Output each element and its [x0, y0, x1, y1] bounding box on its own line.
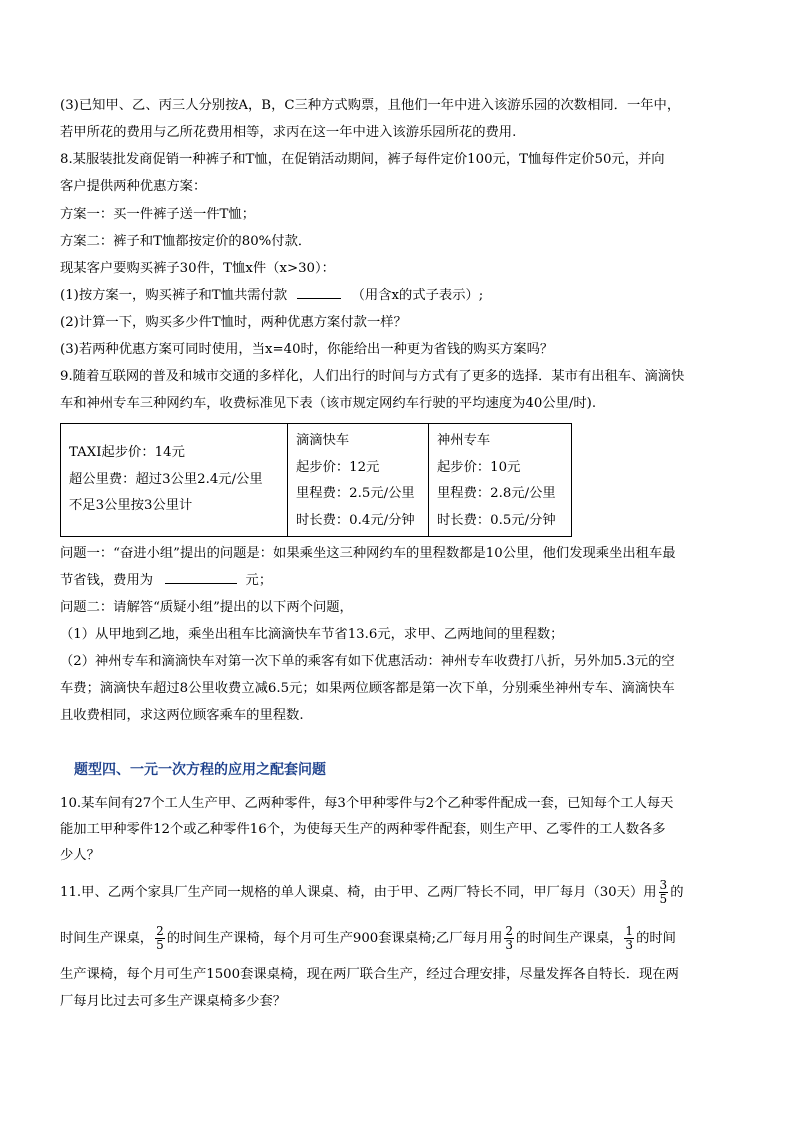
q9-problem1-line2: [60, 571, 272, 591]
answer-blank[interactable]: [165, 571, 237, 584]
q8-plan1: 方案一：买一件裤子送一件T恤；: [60, 207, 256, 222]
q11-line1-text: 11.甲、乙两个家具厂生产同一规格的单人课桌、椅，由于甲、乙两厂特长不同，甲厂每月（30天）用: [60, 885, 657, 900]
didi-cell: [288, 424, 429, 537]
fraction-3-5: $\frac{3}{5}$: [659, 878, 668, 906]
q9-problem2: 问题二：请解答“质疑小组”提出的以下两个问题，: [60, 600, 353, 615]
taxi-extra-fee: 超公里费：超过3公里2.4元/公里: [69, 471, 263, 487]
q9-problem2-part2-line1: （2）神州专车和滴滴快车对第一次下单的乘客有如下优惠活动：神州专车收费打八折，另外加5.3元的空: [60, 654, 675, 669]
q9-line1: 9.随着互联网的普及和城市交通的多样化，人们出行的时间与方式有了更多的选择．某市有出租车、滴滴快: [60, 369, 685, 384]
didi-title: 滴滴快车: [296, 433, 350, 448]
q11-line1-tail: 的: [670, 885, 684, 900]
q8-sub1-text-b: （用含x的式子表示）;: [351, 288, 484, 303]
q8-sub1-text-a: (1)按方案一，购买裤子和T恤共需付款: [60, 288, 288, 303]
taxi-start-fee: TAXI起步价：14元: [69, 445, 185, 460]
shenzhou-start-fee: 起步价：10元: [437, 459, 521, 475]
q7-part3-line1: (3)已知甲、乙、丙三人分别按A，B，C三种方式购票，且他们一年中进入该游乐园的次数相同．一年中，: [60, 98, 681, 113]
didi-time-fee: 时长费：0.4元/分钟: [296, 512, 415, 528]
taxi-min-note: 不足3公里按3公里计: [69, 498, 193, 513]
q9-problem1-line1: 问题一：“奋进小组”提出的问题是：如果乘坐这三种网约车的里程数都是10公里，他们发现乘坐出租车最: [60, 546, 676, 561]
answer-blank[interactable]: [297, 286, 341, 299]
table-row: [61, 424, 572, 537]
q11-line2: [60, 925, 676, 952]
shenzhou-title: 神州专车: [437, 433, 491, 448]
q8-sub1: [60, 286, 483, 306]
q9-problem2-part1: （1）从甲地到乙地，乘坐出租车比滴滴快车节省13.6元，求甲、乙两地间的里程数；: [60, 627, 564, 642]
q10-line1: 10.某车间有27个工人生产甲、乙两种零件，每3个甲种零件与2个乙种零件配成一套，已知每个工人每天: [60, 796, 674, 811]
q11-line2-text-a: 时间生产课桌，: [60, 931, 154, 946]
q9-problem1-unit: 元；: [245, 573, 273, 588]
q8-line2: 客户提供两种优惠方案：: [60, 179, 207, 194]
q8-plan2: 方案二：裤子和T恤都按定价的80%付款．: [60, 234, 312, 249]
shenzhou-mileage-fee: 里程费：2.8元/公里: [437, 486, 556, 501]
q9-line2: 车和神州专车三种网约车，收费标准见下表（该市规定网约车行驶的平均速度为40公里/时).: [60, 396, 597, 411]
q8-current: 现某客户要购买裤子30件，T恤x件（x>30）：: [60, 261, 335, 276]
didi-mileage-fee: 里程费：2.5元/公里: [296, 486, 415, 501]
q11-line2-text-b: 的时间生产课椅，每个月可生产900套课桌椅;乙厂每月用: [166, 931, 503, 946]
q9-problem2-part2-line3: 且收费相同，求这两位顾客乘车的里程数.: [60, 708, 304, 723]
section-heading: 题型四、一元一次方程的应用之配套问题: [74, 762, 326, 778]
q7-part3-line2: 若甲所花的费用与乙所花费用相等，求丙在这一年中进入该游乐园所花的费用.: [60, 125, 517, 140]
fraction-2-3: $\frac{2}{3}$: [505, 924, 514, 952]
shenzhou-cell: [429, 424, 572, 537]
fare-table: [60, 423, 572, 537]
q11-line4: 厂每月比过去可多生产课桌椅多少套？: [60, 994, 287, 1009]
fraction-2-5: $\frac{2}{5}$: [156, 924, 164, 952]
q8-sub2: (2)计算一下，购买多少件T恤时，两种优惠方案付款一样？: [60, 315, 407, 330]
q11-line3: 生产课椅，每个月可生产1500套课桌椅，现在两厂联合生产，经过合理安排，尽量发挥各自特长．现在两: [60, 967, 679, 982]
q11-line2-text-c: 的时间生产课桌，: [516, 931, 623, 946]
didi-start-fee: 起步价：12元: [296, 459, 380, 475]
q10-line3: 少人？: [60, 848, 100, 863]
q8-line1: 8.某服装批发商促销一种裤子和T恤，在促销活动期间，裤子每件定价100元，T恤每件定价50元，并向: [60, 152, 665, 167]
q11-line2-text-d: 的时间: [636, 931, 676, 946]
q11-line1: [60, 879, 683, 906]
q9-problem2-part2-line2: 车费；滴滴快车超过8公里收费立减6.5元；如果两位顾客都是第一次下单，分别乘坐神州专车、滴滴快车: [60, 681, 675, 696]
taxi-cell: [61, 424, 288, 537]
shenzhou-time-fee: 时长费：0.5元/分钟: [437, 512, 556, 528]
q8-sub3: (3)若两种优惠方案可同时使用，当x=40时，你能给出一种更为省钱的购买方案吗？: [60, 342, 554, 357]
q9-problem1-text: 节省钱，费用为: [60, 573, 154, 588]
q10-line2: 能加工甲种零件12个或乙种零件16个，为使每天生产的两种零件配套，则生产甲、乙零件的工人数各多: [60, 822, 666, 837]
fraction-1-3: $\frac{1}{3}$: [625, 924, 634, 952]
